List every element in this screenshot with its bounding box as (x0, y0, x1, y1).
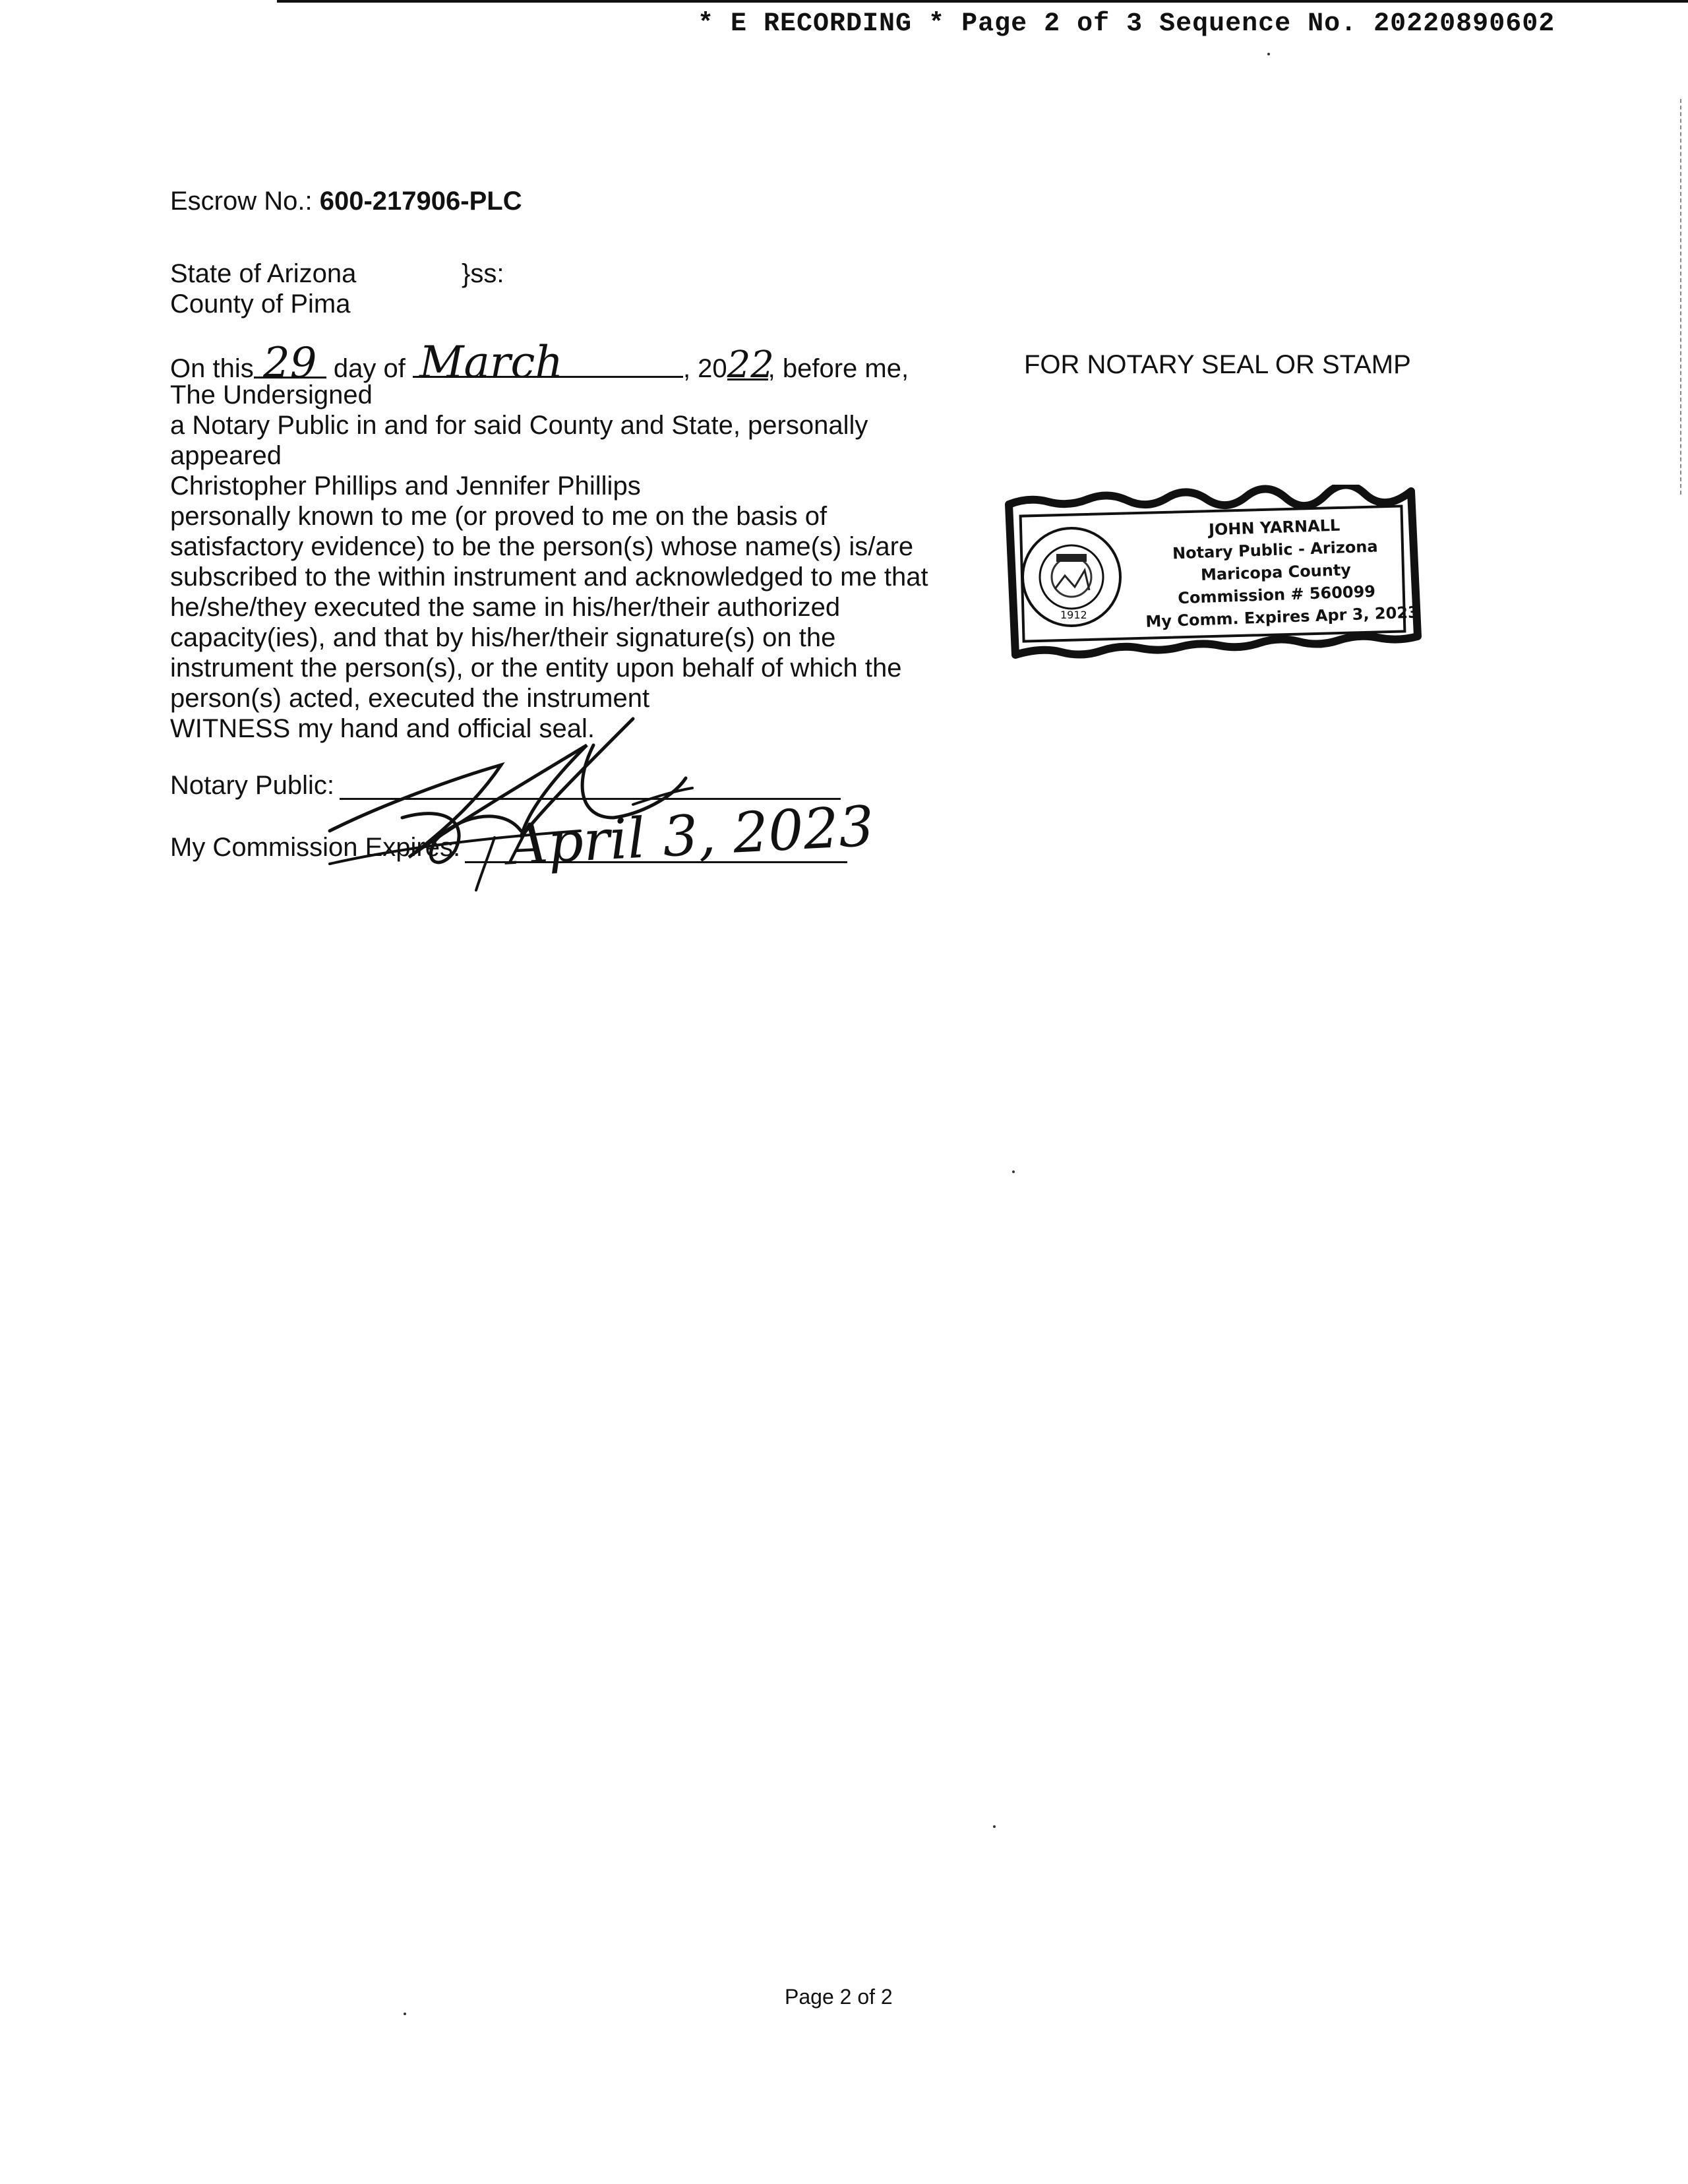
commission-date-handwritten: April 3, 2023 (506, 793, 876, 878)
recording-header: * E RECORDING * Page 2 of 3 Sequence No. 20220890602 (698, 9, 1555, 39)
top-rule (277, 0, 1688, 3)
ack-body (170, 410, 928, 744)
ack-line: satisfactory evidence) to be the person(s) whose name(s) is/are (170, 532, 914, 561)
stamp-name: JOHN YARNALL (1208, 516, 1341, 539)
scan-edge (1680, 99, 1683, 495)
ack-line: person(s) acted, executed the instrument (170, 684, 650, 713)
month-handwritten: March (413, 349, 683, 378)
ack-line: WITNESS my hand and official seal. (170, 714, 595, 743)
scan-speck (993, 1825, 996, 1828)
venue-ss: }ss: (462, 259, 504, 288)
day-of-text: day of (333, 354, 406, 383)
page-footer: Page 2 of 2 (785, 1985, 893, 2009)
stamp-commission: Commission # 560099 (1177, 582, 1376, 608)
officer-name: The Undersigned (170, 380, 373, 410)
ack-line: capacity(ies), and that by his/her/their signature(s) on the (170, 623, 836, 652)
ack-line: appeared (170, 441, 282, 470)
scan-speck (404, 2013, 406, 2015)
stamp-county: Maricopa County (1200, 561, 1352, 584)
ack-line: he/she/they executed the same in his/her/their authorized (170, 593, 841, 622)
stamp-text (1142, 512, 1420, 633)
stamp-title: Notary Public - Arizona (1172, 537, 1379, 563)
venue-state: State of Arizona (170, 259, 357, 288)
escrow-number: 600-217906-PLC (319, 187, 522, 216)
year-prefix-text: , 20 (682, 354, 727, 383)
ack-line: personally known to me (or proved to me on the basis of (170, 502, 828, 531)
day-handwritten: 29 (254, 350, 326, 379)
seal-year: 1912 (1060, 609, 1087, 621)
commission-label: My Commission Expires: (170, 833, 461, 862)
ack-line: a Notary Public in and for said County and State, personally (170, 411, 868, 440)
before-me-text: , before me, (768, 354, 909, 383)
notary-signature (303, 706, 712, 903)
scan-speck (1267, 53, 1270, 55)
on-this-text: On this (170, 354, 254, 383)
notary-stamp (1002, 485, 1424, 663)
escrow-line (170, 186, 522, 216)
ack-line: Christopher Phillips and Jennifer Phillips (170, 471, 641, 501)
scan-speck (1012, 1170, 1015, 1173)
notary-public-label: Notary Public: (170, 771, 334, 800)
stamp-expires: My Comm. Expires Apr 3, 2023 (1145, 603, 1420, 631)
year-handwritten: 22 (727, 344, 774, 386)
venue-county: County of Pima (170, 289, 351, 318)
ack-line: instrument the person(s), or the entity upon behalf of which the (170, 653, 902, 682)
ack-line: subscribed to the within instrument and acknowledged to me that (170, 562, 928, 592)
escrow-label: Escrow No.: (170, 187, 313, 216)
seal-label: FOR NOTARY SEAL OR STAMP (1024, 350, 1411, 379)
